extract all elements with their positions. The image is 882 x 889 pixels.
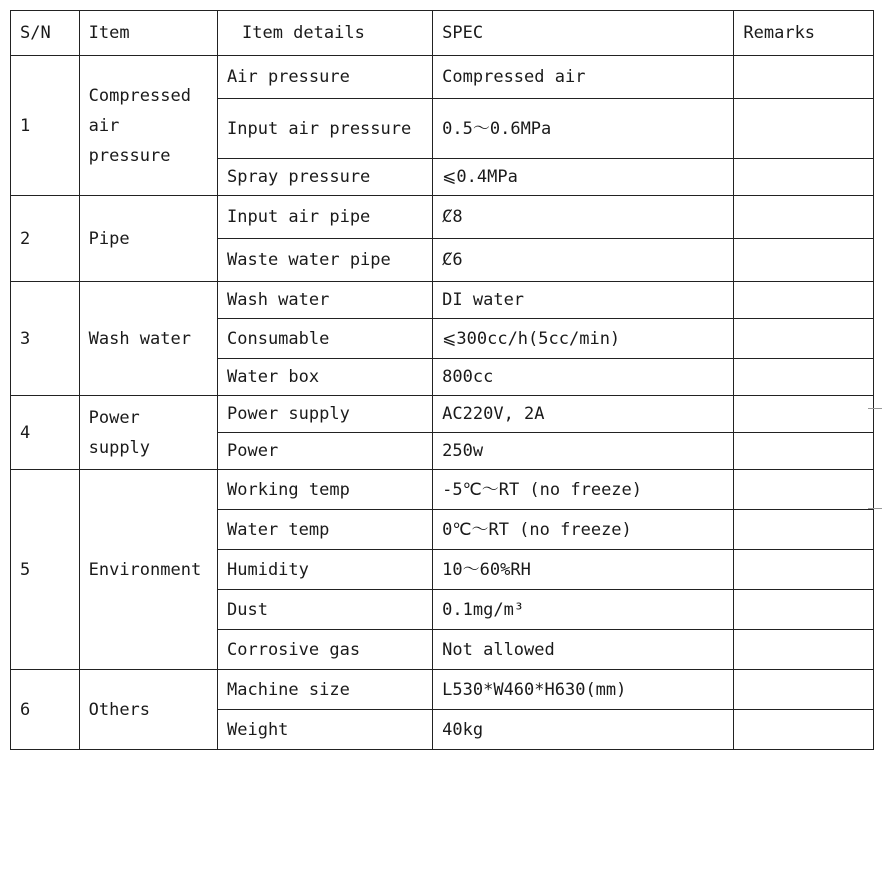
- sn-cell: 4: [11, 396, 80, 470]
- item-cell: Pipe: [79, 196, 217, 282]
- spec-cell: L530*W460*H630(mm): [433, 670, 734, 710]
- spec-cell: 10～60%RH: [433, 550, 734, 590]
- header-item: Item: [79, 11, 217, 56]
- detail-cell: Water box: [218, 359, 433, 396]
- sn-cell: 2: [11, 196, 80, 282]
- remarks-cell: [734, 282, 874, 319]
- sn-cell: 5: [11, 470, 80, 670]
- detail-cell: Power supply: [218, 396, 433, 433]
- detail-cell: Machine size: [218, 670, 433, 710]
- remarks-cell: [734, 590, 874, 630]
- remarks-cell: [734, 470, 874, 510]
- stray-mark: [868, 408, 882, 409]
- sn-cell: 1: [11, 56, 80, 196]
- spec-cell: DI water: [433, 282, 734, 319]
- detail-cell: Corrosive gas: [218, 630, 433, 670]
- item-cell: Environment: [79, 470, 217, 670]
- remarks-cell: [734, 433, 874, 470]
- spec-cell: AC220V, 2A: [433, 396, 734, 433]
- detail-cell: Waste water pipe: [218, 239, 433, 282]
- spec-cell: 0.1mg/m³: [433, 590, 734, 630]
- detail-cell: Spray pressure: [218, 159, 433, 196]
- spec-cell: 250w: [433, 433, 734, 470]
- detail-cell: Input air pipe: [218, 196, 433, 239]
- spec-cell: Not allowed: [433, 630, 734, 670]
- remarks-cell: [734, 239, 874, 282]
- detail-cell: Power: [218, 433, 433, 470]
- spec-cell: Ȼ6: [433, 239, 734, 282]
- remarks-cell: [734, 670, 874, 710]
- item-cell: Power supply: [79, 396, 217, 470]
- remarks-cell: [734, 159, 874, 196]
- sn-cell: 6: [11, 670, 80, 750]
- spec-cell: ⩽300cc/h(5cc/min): [433, 319, 734, 359]
- spec-cell: 800cc: [433, 359, 734, 396]
- spec-cell: Ȼ8: [433, 196, 734, 239]
- item-cell: Compressed air pressure: [79, 56, 217, 196]
- detail-cell: Water temp: [218, 510, 433, 550]
- remarks-cell: [734, 710, 874, 750]
- remarks-cell: [734, 510, 874, 550]
- stray-mark: [868, 508, 882, 509]
- header-sn: S/N: [11, 11, 80, 56]
- remarks-cell: [734, 99, 874, 159]
- header-row: [11, 11, 874, 56]
- table-row: [11, 670, 874, 710]
- detail-cell: Consumable: [218, 319, 433, 359]
- spec-cell: 0.5～0.6MPa: [433, 99, 734, 159]
- table-row: [11, 396, 874, 433]
- spec-cell: -5℃～RT (no freeze): [433, 470, 734, 510]
- remarks-cell: [734, 56, 874, 99]
- detail-cell: Wash water: [218, 282, 433, 319]
- remarks-cell: [734, 396, 874, 433]
- table-row: [11, 470, 874, 510]
- table-row: [11, 56, 874, 99]
- detail-cell: Air pressure: [218, 56, 433, 99]
- item-cell: Wash water: [79, 282, 217, 396]
- spec-cell: ⩽0.4MPa: [433, 159, 734, 196]
- remarks-cell: [734, 319, 874, 359]
- spec-table: [10, 10, 874, 750]
- spec-cell: Compressed air: [433, 56, 734, 99]
- header-item-details: Item details: [218, 11, 433, 56]
- detail-cell: Input air pressure: [218, 99, 433, 159]
- header-remarks: Remarks: [734, 11, 874, 56]
- sn-cell: 3: [11, 282, 80, 396]
- item-cell: Others: [79, 670, 217, 750]
- detail-cell: Weight: [218, 710, 433, 750]
- spec-cell: 0℃～RT (no freeze): [433, 510, 734, 550]
- remarks-cell: [734, 550, 874, 590]
- detail-cell: Working temp: [218, 470, 433, 510]
- detail-cell: Dust: [218, 590, 433, 630]
- header-spec: SPEC: [433, 11, 734, 56]
- spec-cell: 40kg: [433, 710, 734, 750]
- remarks-cell: [734, 359, 874, 396]
- remarks-cell: [734, 196, 874, 239]
- detail-cell: Humidity: [218, 550, 433, 590]
- table-row: [11, 282, 874, 319]
- table-row: [11, 196, 874, 239]
- remarks-cell: [734, 630, 874, 670]
